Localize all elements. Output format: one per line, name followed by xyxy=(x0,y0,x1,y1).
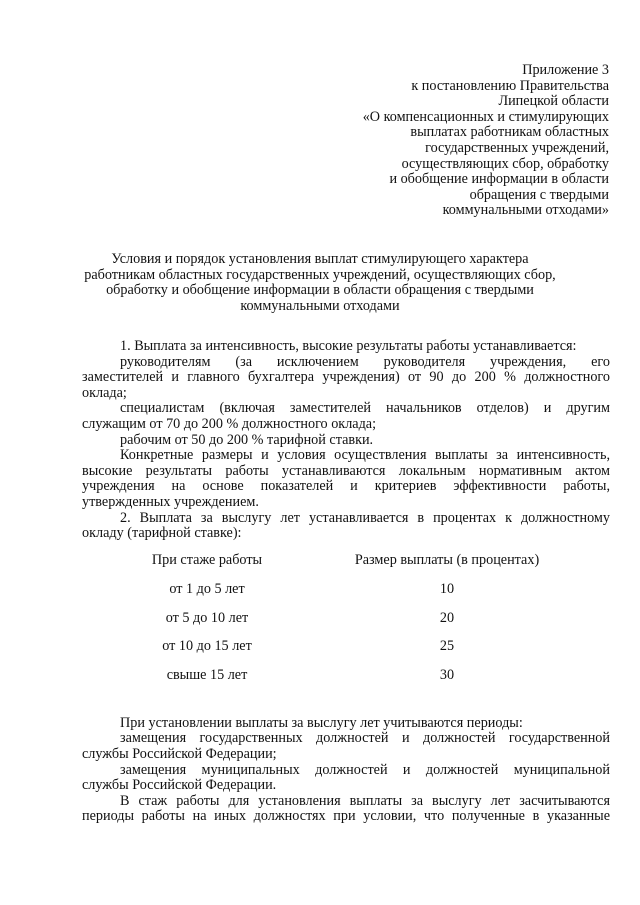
municipal-service-paragraph xyxy=(82,763,610,794)
section-1-heading-text: 1. Выплата за интенсивность, высокие результаты работы устанавливается: xyxy=(120,338,577,354)
appendix-line: Липецкой области xyxy=(498,93,609,110)
document-body xyxy=(82,339,610,825)
table-cell-experience: от 5 до 10 лет xyxy=(165,609,249,626)
specialists-paragraph xyxy=(82,401,610,432)
document-title xyxy=(70,252,570,314)
table-cell-percent: 10 xyxy=(439,580,455,597)
appendix-line: и обобщение информации в области xyxy=(389,171,609,188)
concrete-line-3: учреждения на основе показателей и критериев эффективности работы, xyxy=(82,478,610,495)
title-line: Условия и порядок установления выплат стимулирующего характера xyxy=(111,251,529,267)
state-service-paragraph xyxy=(82,731,610,762)
section-2-line-2: окладу (тарифной ставке): xyxy=(82,525,242,542)
municipal-line-2: службы Российской Федерации. xyxy=(82,777,277,794)
appendix-line: обращения с твердыми xyxy=(469,186,609,203)
table-cell-percent: 30 xyxy=(439,666,455,683)
appendix-header xyxy=(289,63,609,219)
concrete-paragraph xyxy=(82,448,610,510)
managers-line-1: руководителям (за исключением руководителя учреждения, его xyxy=(120,353,610,370)
title-line: работникам областных государственных учреждений, осуществляющих сбор, xyxy=(84,266,556,283)
appendix-line: осуществляющих сбор, обработку xyxy=(401,155,609,172)
state-line-1: замещения государственных должностей и должностей государственной xyxy=(120,730,610,747)
table-cell-experience: от 10 до 15 лет xyxy=(162,637,252,654)
municipal-line-1: замещения муниципальных должностей и должностей муниципальной xyxy=(120,761,610,778)
concrete-line-4: утвержденных учреждением. xyxy=(82,493,259,510)
section-1-heading xyxy=(82,339,610,355)
periods-intro xyxy=(82,716,610,732)
specialists-line-2: служащим от 70 до 200 % должностного оклада; xyxy=(82,415,377,432)
managers-line-3: оклада; xyxy=(82,384,127,401)
title-line: обработку и обобщение информации в области обращения с твердыми xyxy=(106,282,534,299)
appendix-line: выплатах работникам областных xyxy=(410,124,609,141)
appendix-line: государственных учреждений, xyxy=(425,139,609,156)
concrete-line-1: Конкретные размеры и условия осуществления выплаты за интенсивность, xyxy=(120,447,610,464)
workers-line: рабочим от 50 до 200 % тарифной ставки. xyxy=(120,431,374,448)
table-cell-experience: от 1 до 5 лет xyxy=(169,580,245,597)
appendix-line: Приложение 3 xyxy=(522,62,609,78)
table-cell-experience: свыше 15 лет xyxy=(166,666,248,683)
appendix-line: к постановлению Правительства xyxy=(411,77,609,94)
title-line: коммунальными отходами xyxy=(240,297,400,314)
other-positions-paragraph xyxy=(82,794,610,825)
other-line-1: В стаж работы для установления выплаты за выслугу лет засчитываются xyxy=(120,792,610,809)
seniority-table xyxy=(82,553,610,706)
section-2-line-1: 2. Выплата за выслугу лет устанавливается в процентах к должностному xyxy=(120,509,610,526)
workers-paragraph xyxy=(82,433,610,449)
other-line-2: периоды работы на иных должностях при условии, что полученные в указанные xyxy=(82,808,610,825)
managers-line-2: заместителей и главного бухгалтера учреждения) от 90 до 200 % должностного xyxy=(82,369,610,386)
state-line-2: службы Российской Федерации; xyxy=(82,745,277,762)
table-header-experience: При стаже работы xyxy=(151,551,263,568)
appendix-line: «О компенсационных и стимулирующих xyxy=(362,108,609,125)
table-cell-percent: 20 xyxy=(439,609,455,626)
specialists-line-1: специалистам (включая заместителей начальников отделов) и другим xyxy=(120,400,610,417)
section-2-heading xyxy=(82,511,610,542)
table-cell-percent: 25 xyxy=(439,637,455,654)
concrete-line-2: высокие результаты работы устанавливаются локальным нормативным актом xyxy=(82,462,610,479)
periods-intro-text: При установлении выплаты за выслугу лет учитываются периоды: xyxy=(120,714,523,731)
appendix-line: коммунальными отходами» xyxy=(442,202,609,219)
managers-paragraph xyxy=(82,355,610,402)
table-header-payment: Размер выплаты (в процентах) xyxy=(354,551,540,568)
